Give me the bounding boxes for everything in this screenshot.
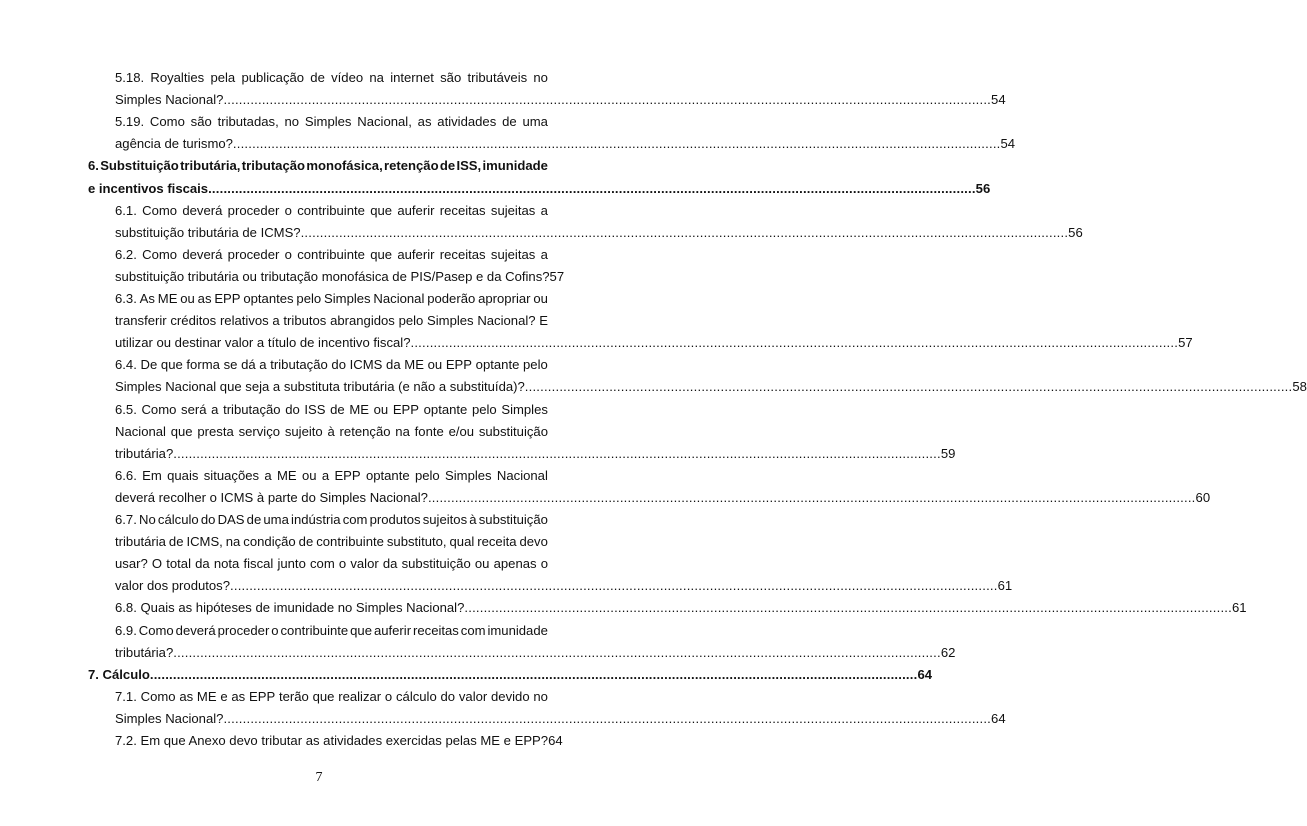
toc-entry-line: [115, 643, 956, 662]
toc-word: a: [259, 357, 267, 373]
toc-word: EPP: [445, 357, 473, 373]
toc-entry-line: [115, 532, 548, 551]
toc-word: e: [220, 688, 228, 704]
toc-entry-line: [115, 355, 548, 374]
toc-word: valor: [458, 688, 488, 704]
toc-word: realizar: [338, 688, 382, 704]
toc-word: Como: [149, 114, 185, 130]
toc-leader-dots: [428, 488, 1196, 507]
toc-word: No: [139, 512, 156, 527]
toc-page-ref: 57: [1178, 335, 1193, 351]
toc-word: do: [331, 357, 346, 373]
toc-entry-line: [115, 134, 1016, 153]
toc-word: substituição: [401, 556, 471, 572]
toc-word: 6.3.: [115, 291, 137, 306]
toc-word: devido: [491, 688, 530, 704]
toc-word: devo: [519, 534, 548, 550]
toc-word: o: [284, 246, 292, 262]
toc-word: o: [384, 688, 393, 704]
toc-leader-dots: [150, 665, 918, 684]
toc-word: atividades: [437, 114, 497, 130]
toc-word: E: [539, 313, 548, 329]
toc-word: optante: [365, 467, 410, 483]
toc-word: Substituição: [100, 158, 179, 174]
toc-word: tributadas,: [217, 114, 279, 130]
toc-word: pelo: [296, 291, 322, 306]
toc-word: proceder: [227, 202, 280, 218]
toc-page-ref: 64: [917, 666, 933, 682]
toc-word: contribuinte: [297, 246, 365, 262]
toc-word: substituto,: [386, 534, 447, 550]
toc-word: indústria: [291, 512, 341, 527]
toc-word: Nacional,: [357, 114, 412, 130]
toc-entry-text: deverá recolher o ICMS à parte do Simples Nacional?: [115, 489, 428, 505]
toc-word: 6.5.: [115, 401, 137, 417]
toc-word: uma: [522, 114, 548, 130]
toc-word: optante: [423, 401, 468, 417]
toc-word: auferir: [373, 622, 412, 638]
toc-word: sujeitos: [422, 512, 468, 527]
toc-word: que: [370, 246, 393, 262]
toc-word: De: [140, 357, 158, 373]
toc-word: Como: [140, 688, 176, 704]
toc-word: ou: [373, 401, 389, 417]
toc-entry-line: [115, 510, 548, 529]
toc-entry-line: [115, 709, 1006, 728]
toc-entry-text: substituição tributária de ICMS?: [115, 224, 301, 240]
toc-entry-line: [115, 598, 1247, 617]
toc-word: à: [469, 512, 477, 527]
toc-word: nota: [213, 556, 240, 572]
toc-word: da: [386, 357, 401, 373]
toc-word: poderão: [427, 291, 476, 306]
toc-word: fiscal: [243, 556, 274, 572]
toc-word: o: [284, 202, 292, 218]
toc-word: à: [327, 423, 335, 439]
toc-word: terão: [278, 688, 309, 704]
toc-word: créditos: [170, 313, 217, 329]
toc-word: fonte: [414, 423, 444, 439]
toc-word: a: [264, 467, 272, 483]
toc-word: EPP: [214, 291, 241, 306]
toc-word: ICMS: [349, 357, 383, 373]
toc-word: do: [200, 512, 216, 527]
toc-word: o: [540, 556, 548, 572]
toc-word: a: [272, 313, 280, 329]
toc-entry-text: Simples Nacional que seja a substituta tributária (e não a substituída)?: [115, 379, 525, 395]
toc-word: condição: [243, 534, 296, 550]
toc-word: ISS: [304, 401, 326, 417]
toc-word: tributáveis: [467, 70, 528, 85]
toc-entry-line: [115, 267, 565, 286]
toc-word: cálculo: [157, 512, 199, 527]
toc-word: 7.1.: [115, 688, 137, 704]
toc-page-ref: 59: [940, 445, 956, 461]
toc-entry-line: [115, 621, 548, 640]
toc-word: com: [460, 622, 486, 638]
page-number: 7: [315, 770, 323, 785]
toc-word: a: [211, 401, 219, 417]
toc-word: na: [369, 70, 384, 85]
toc-word: deverá: [175, 622, 216, 638]
toc-word: Como: [142, 202, 178, 218]
toc-word: ou: [427, 357, 443, 373]
toc-word: ou: [474, 556, 490, 572]
toc-leader-dots: [223, 709, 991, 728]
toc-word: 5.18.: [115, 70, 145, 85]
toc-word: com: [342, 512, 368, 527]
toc-word: ou: [533, 291, 548, 306]
toc-word: o: [271, 622, 279, 638]
toc-word: 6.9.: [115, 622, 137, 638]
toc-word: DAS: [217, 512, 245, 527]
toc-word: pela: [210, 70, 236, 85]
toc-page-ref: 61: [1231, 600, 1247, 616]
toc-word: receitas: [413, 622, 459, 638]
toc-word: substituição: [478, 423, 548, 439]
toc-word: tributação: [241, 158, 306, 174]
toc-word: as: [197, 291, 212, 306]
toc-word: pelo: [523, 357, 548, 373]
toc-word: as: [179, 688, 194, 704]
toc-word: sujeitas: [490, 246, 536, 262]
toc-word: na: [225, 534, 241, 550]
toc-word: Como: [142, 246, 178, 262]
toc-word: no: [284, 114, 300, 130]
toc-word: qual: [449, 534, 475, 550]
toc-word: dá: [241, 357, 256, 373]
toc-entry-line: [115, 90, 1006, 109]
toc-page-ref: 54: [991, 92, 1006, 108]
toc-word: abrangidos: [330, 313, 395, 329]
toc-word: retenção: [384, 158, 439, 174]
toc-word: ou: [301, 467, 317, 483]
toc-word: que: [160, 357, 183, 373]
toc-word: de: [502, 114, 517, 130]
toc-word: deverá: [182, 246, 223, 262]
toc-word: apenas: [493, 556, 537, 572]
toc-word: Como: [141, 401, 177, 417]
toc-word: contribuinte: [280, 622, 349, 638]
toc-word: ou: [180, 291, 195, 306]
toc-entry-text: utilizar ou destinar valor a título de incentivo fiscal?: [115, 335, 411, 351]
toc-leader-dots: [230, 576, 998, 595]
toc-word: auferir: [397, 246, 435, 262]
toc-entry-line: [115, 377, 1307, 396]
toc-word: contribuinte: [297, 202, 365, 218]
toc-word: ME: [196, 688, 217, 704]
toc-word: proceder: [227, 246, 280, 262]
toc-entry-line: [115, 400, 548, 419]
toc-word: 6.7.: [115, 512, 137, 527]
toc-word: ME: [157, 291, 178, 306]
toc-word: imunidade: [487, 622, 548, 638]
toc-word: Nacional: [115, 423, 166, 439]
toc-word: Simples: [304, 114, 352, 130]
toc-word: uma: [263, 512, 289, 527]
toc-entry-line: [115, 245, 548, 264]
toc-word: forma: [186, 357, 220, 373]
toc-word: tributos: [283, 313, 327, 329]
toc-word: do: [285, 401, 300, 417]
toc-word: tributação: [270, 357, 328, 373]
toc-word: de: [298, 534, 314, 550]
toc-word: será: [181, 401, 207, 417]
toc-word: receita: [477, 534, 517, 550]
toc-word: Nacional: [373, 291, 425, 306]
toc-page-ref: 61: [997, 578, 1013, 594]
toc-word: cálculo: [395, 688, 437, 704]
toc-entry-text: e incentivos fiscais: [88, 180, 209, 196]
toc-section-line: [88, 179, 991, 198]
toc-word: tributária,: [180, 158, 241, 174]
toc-word: Simples: [445, 467, 492, 483]
toc-word: valor: [350, 556, 379, 572]
toc-leader-dots: [301, 223, 1069, 242]
toc-word: do: [440, 688, 456, 704]
toc-word: junto: [277, 556, 306, 572]
toc-entry-line: [115, 466, 548, 485]
toc-entry-line: [115, 576, 1013, 595]
toc-word: EPP: [392, 401, 420, 417]
toc-word: a: [321, 467, 330, 483]
toc-word: receitas: [439, 202, 486, 218]
toc-word: produtos: [369, 512, 421, 527]
toc-word: vídeo: [331, 70, 364, 85]
toc-word: que: [370, 202, 393, 218]
toc-entry-line: [115, 68, 548, 87]
toc-entry-line: [115, 687, 548, 706]
toc-entry-line: [115, 554, 548, 573]
toc-word: sujeito: [284, 423, 323, 439]
toc-entry-line: [115, 731, 563, 750]
toc-word: tributação: [223, 401, 281, 417]
toc-word: apropriar: [478, 291, 531, 306]
toc-entry-text: agência de turismo?: [115, 136, 233, 152]
toc-entry-text: Simples Nacional?: [115, 710, 224, 726]
toc-word: serviço: [238, 423, 281, 439]
toc-word: proceder: [217, 622, 270, 638]
toc-word: são: [190, 114, 212, 130]
toc-word: 6.6.: [115, 467, 137, 483]
toc-word: EPP: [249, 688, 276, 704]
toc-word: Nacional?: [477, 313, 536, 329]
toc-word: usar?: [115, 556, 148, 572]
toc-leader-dots: [223, 90, 991, 109]
toc-word: na: [395, 423, 410, 439]
toc-word: de: [439, 158, 456, 174]
toc-word: se: [223, 357, 238, 373]
toc-word: Simples: [501, 401, 548, 417]
toc-section-line: [88, 665, 933, 684]
toc-entry-text: Simples Nacional?: [115, 92, 224, 108]
toc-word: ISS,: [456, 158, 482, 174]
toc-word: Simples: [324, 291, 371, 306]
toc-word: Em: [142, 467, 162, 483]
toc-word: no: [533, 688, 548, 704]
toc-word: As: [139, 291, 155, 306]
toc-word: retenção: [339, 423, 391, 439]
toc-word: que: [170, 423, 193, 439]
toc-word: da: [195, 556, 210, 572]
toc-word: no: [533, 70, 548, 85]
toc-word: que: [350, 622, 372, 638]
toc-entry-line: [115, 333, 1193, 352]
toc-word: 6.2.: [115, 246, 137, 262]
toc-page-ref: 58: [1292, 379, 1307, 395]
toc-leader-dots: [411, 333, 1179, 352]
toc-word: imunidade: [482, 158, 548, 174]
toc-entry-line: [115, 444, 956, 463]
toc-word: de: [246, 512, 262, 527]
toc-word: monofásica,: [306, 158, 383, 174]
toc-entry-line: [115, 488, 1211, 507]
toc-entry-text: substituição tributária ou tributação monofásica de PIS/Pasep e da Cofins?: [115, 268, 550, 284]
toc-word: O: [151, 556, 163, 572]
toc-word: ICMS,: [186, 534, 223, 550]
toc-word: relativos: [219, 313, 269, 329]
toc-word: sujeitas: [490, 202, 536, 218]
toc-leader-dots: [525, 377, 1293, 396]
toc-entry-line: [115, 223, 1083, 242]
toc-page-ref: 56: [1068, 224, 1083, 240]
toc-word: 6.1.: [115, 202, 137, 218]
toc-section-line: [88, 156, 548, 175]
toc-page-ref: 60: [1195, 489, 1211, 505]
toc-word: que: [312, 688, 335, 704]
toc-word: de: [168, 534, 184, 550]
toc-entry-line: [115, 112, 548, 131]
toc-word: as: [417, 114, 432, 130]
toc-entry-line: [115, 201, 548, 220]
toc-page-ref: 57: [549, 268, 565, 284]
toc-leader-dots: [173, 444, 941, 463]
toc-word: deverá: [182, 202, 223, 218]
toc-word: 6.: [88, 158, 99, 174]
toc-word: transferir: [115, 313, 167, 329]
toc-word: com: [310, 556, 335, 572]
toc-entry-line: [115, 289, 548, 308]
toc-word: tributária: [115, 534, 166, 550]
toc-page-ref: 64: [991, 710, 1006, 726]
toc-word: 5.19.: [115, 114, 145, 130]
toc-word: o: [338, 556, 347, 572]
toc-word: pelo: [471, 401, 497, 417]
toc-entry-text: tributária?: [115, 445, 174, 461]
toc-page-ref: 56: [975, 180, 991, 196]
toc-page-ref: 54: [1000, 136, 1016, 152]
toc-leader-dots: [208, 179, 976, 198]
toc-word: receitas: [439, 246, 486, 262]
toc-entry-text: tributária?: [115, 644, 174, 660]
toc-word: situações: [203, 467, 260, 483]
toc-word: internet: [390, 70, 434, 85]
toc-word: ME: [404, 357, 424, 373]
toc-word: optantes: [243, 291, 294, 306]
toc-entry-text: 7.2. Em que Anexo devo tributar as atividades exercidas pelas ME e EPP?: [115, 733, 549, 748]
toc-word: ME: [276, 467, 297, 483]
toc-page-ref: 62: [940, 644, 956, 660]
toc-word: contribuinte: [316, 534, 384, 550]
toc-word: publicação: [241, 70, 305, 85]
toc-word: optante: [475, 357, 520, 373]
toc-leader-dots: [464, 598, 1232, 617]
toc-word: quais: [167, 467, 199, 483]
toc-word: da: [382, 556, 398, 572]
toc-word: substituição: [478, 512, 548, 527]
toc-word: presta: [197, 423, 234, 439]
toc-leader-dots: [233, 134, 1001, 153]
toc-word: 6.4.: [115, 357, 137, 373]
toc-word: de: [310, 70, 325, 85]
toc-word: Simples: [427, 313, 474, 329]
toc-word: Nacional: [496, 467, 548, 483]
toc-word: são: [440, 70, 462, 85]
toc-entry-line: [115, 311, 548, 330]
toc-word: e/ou: [448, 423, 475, 439]
toc-word: pelo: [414, 467, 440, 483]
toc-entry-text: 6.8. Quais as hipóteses de imunidade no Simples Nacional?: [115, 600, 465, 616]
toc-entry-line: [115, 422, 548, 441]
toc-word: Royalties: [150, 70, 205, 85]
toc-word: a: [540, 246, 548, 262]
toc-leader-dots: [173, 643, 941, 662]
toc-entry-text: 7. Cálculo: [88, 666, 150, 682]
toc-word: a: [540, 202, 548, 218]
toc-word: Como: [138, 622, 174, 638]
toc-word: EPP: [334, 467, 361, 483]
toc-word: ME: [349, 401, 369, 417]
toc-page-ref: 64: [548, 733, 563, 748]
toc-word: total: [166, 556, 191, 572]
toc-word: pelo: [398, 313, 424, 329]
toc-word: de: [330, 401, 345, 417]
toc-word: as: [231, 688, 246, 704]
toc-entry-text: valor dos produtos?: [115, 578, 231, 594]
toc-word: auferir: [397, 202, 435, 218]
